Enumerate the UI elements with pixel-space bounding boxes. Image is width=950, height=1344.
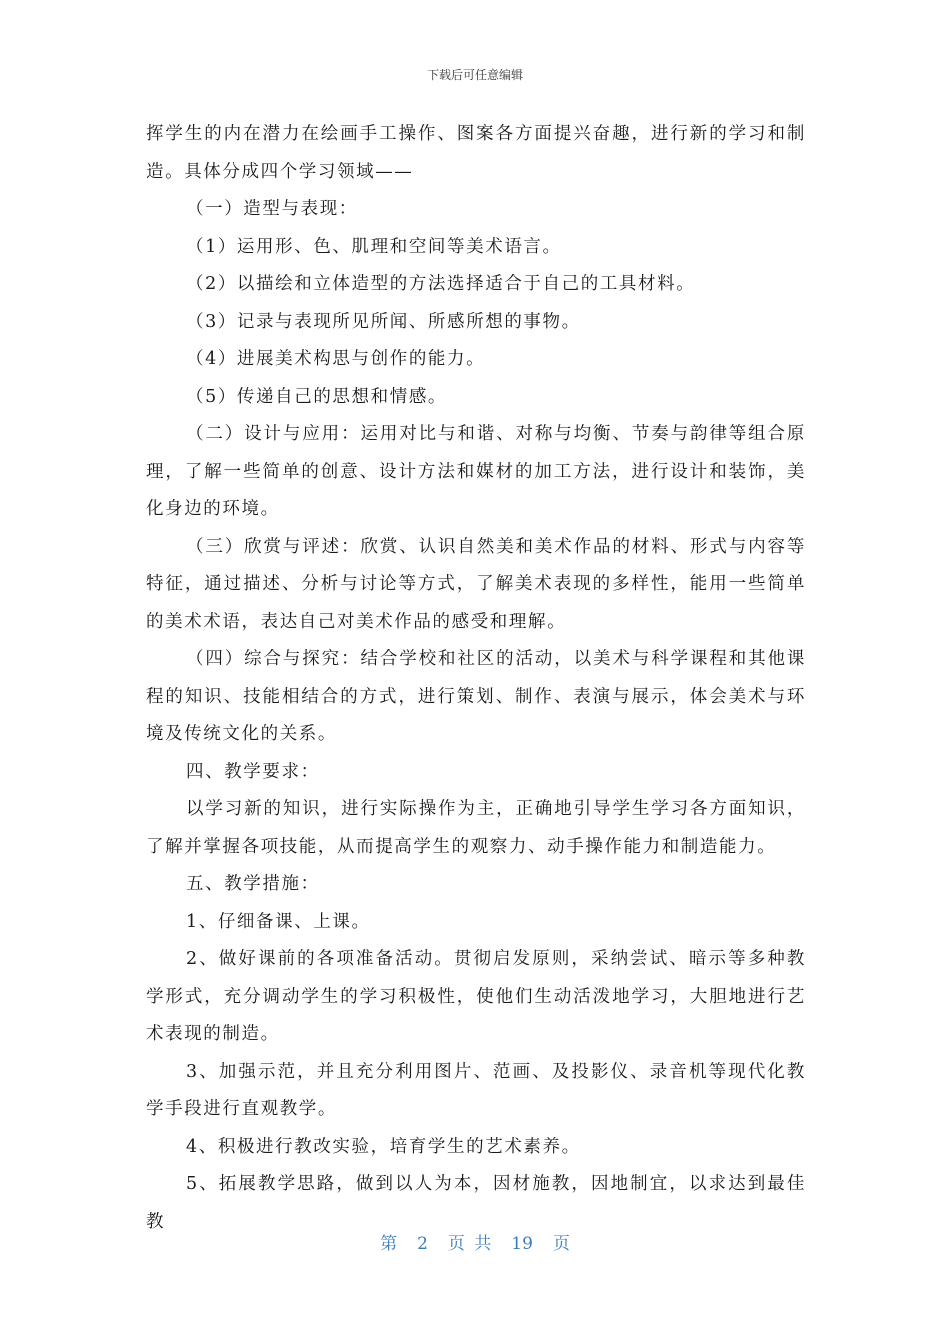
list-item: 5、拓展教学思路，做到以人为本，因材施教，因地制宜，以求达到最佳教: [146, 1174, 806, 1232]
footer-suffix: 页: [552, 1234, 570, 1254]
current-page-number: 2: [417, 1234, 428, 1254]
footer-prefix: 第: [380, 1234, 398, 1254]
footer-middle: 页 共: [447, 1234, 492, 1254]
paragraph: （二）设计与应用：运用对比与和谐、对称与均衡、节奏与韵律等组合原理，了解一些简单的创意、设计方法和媒材的加工方法，进行设计和装饰，美化身边的环境。: [146, 424, 806, 519]
paragraph: 以学习新的知识，进行实际操作为主，正确地引导学生学习各方面知识，了解并掌握各项技能，从而提高学生的观察力、动手操作能力和制造能力。: [146, 799, 806, 857]
paragraph: （四）综合与探究：结合学校和社区的活动，以美术与科学课程和其他课程的知识、技能相结合的方式，进行策划、制作、表演与展示，体会美术与环境及传统文化的关系。: [146, 649, 806, 744]
list-item: （1）运用形、色、肌理和空间等美术语言。: [186, 236, 562, 257]
list-item: （2）以描绘和立体造型的方法选择适合于自己的工具材料。: [186, 274, 696, 294]
list-item: 4、积极进行教改实验，培育学生的艺术素养。: [186, 1136, 581, 1157]
document-body: [146, 116, 806, 1241]
page-header: 下载后可任意编辑: [426, 68, 523, 82]
list-item: 2、做好课前的各项准备活动。贯彻启发原则，采纳尝试、暗示等多种教学形式，充分调动学生的学习积极性，使他们生动活泼地学习，大胆地进行艺术表现的制造。: [146, 949, 806, 1044]
list-item: 1、仔细备课、上课。: [186, 911, 371, 932]
page-number-footer: [0, 1229, 950, 1254]
list-item: 3、加强示范，并且充分利用图片、范画、及投影仪、录音机等现代化教学手段进行直观教学。: [146, 1061, 806, 1119]
section-heading: 五、教学措施：: [186, 874, 320, 894]
section-heading: 四、教学要求：: [186, 761, 320, 782]
total-page-count: 19: [511, 1234, 533, 1254]
paragraph: 挥学生的内在潜力在绘画手工操作、图案各方面提兴奋趣，进行新的学习和制造。具体分成四个学习领域——: [146, 124, 806, 182]
list-item: （5）传递自己的思想和情感。: [186, 386, 448, 407]
paragraph: （三）欣赏与评述：欣赏、认识自然美和美术作品的材料、形式与内容等特征，通过描述、分析与讨论等方式，了解美术表现的多样性，能用一些简单的美术术语，表达自己对美术作品的感受和理解。: [146, 536, 806, 632]
list-item: （3）记录与表现所见所闻、所感所想的事物。: [186, 311, 581, 332]
section-heading: （一）造型与表现：: [186, 199, 358, 219]
list-item: （4）进展美术构思与创作的能力。: [186, 349, 486, 369]
